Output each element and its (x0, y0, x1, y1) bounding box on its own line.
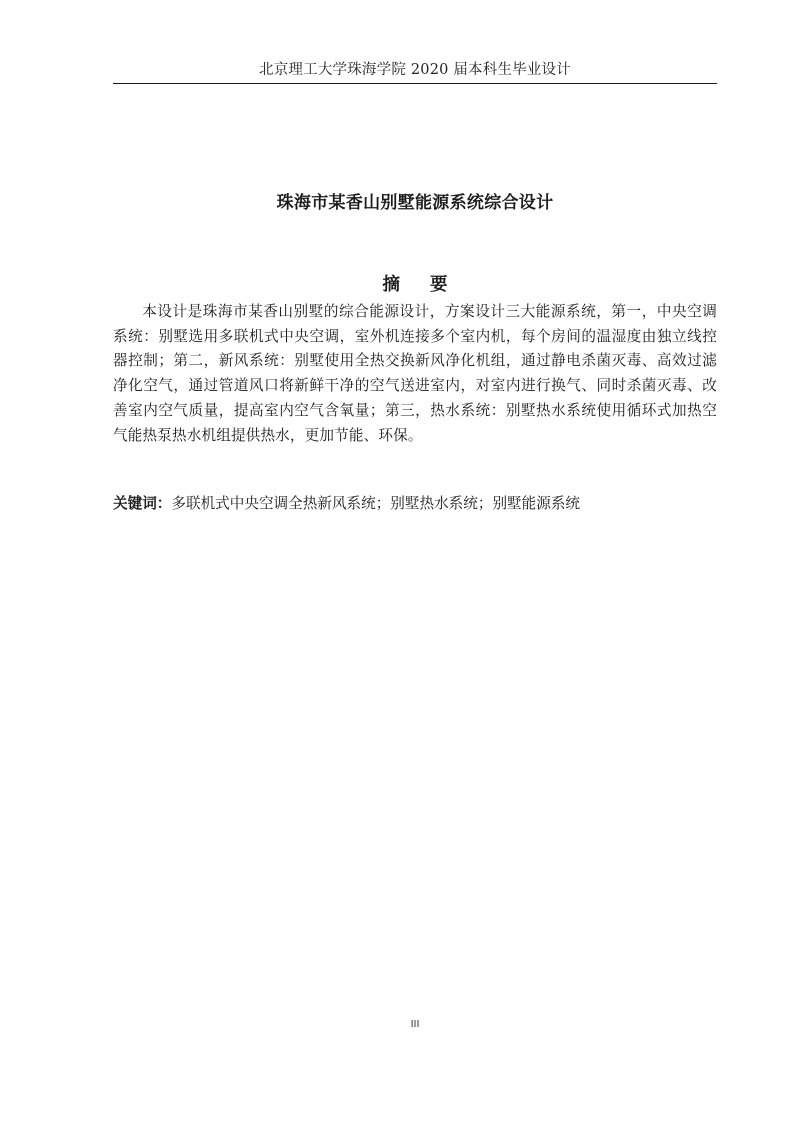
abstract-heading: 摘 要 (382, 275, 460, 295)
document-title: 珠海市某香山别墅能源系统综合设计 (276, 193, 554, 213)
header-divider (113, 83, 717, 84)
running-header: 北京理工大学珠海学院 2020 届本科生毕业设计 (259, 62, 571, 78)
page-number: III (410, 1019, 420, 1030)
keywords-line (113, 492, 717, 516)
keywords-label: 关键词： (113, 495, 172, 512)
keywords-text: 多联机式中央空调全热新风系统；别墅热水系统；别墅能源系统 (171, 495, 581, 512)
abstract-paragraph: 本设计是珠海市某香山别墅的综合能源设计，方案设计三大能源系统，第一，中央空调系统：别墅选用多联机式中央空调，室外机连接多个室内机，每个房间的温湿度由独立线控器控制；第二，新风系统：别墅使用全热交换新风净化机组，通过静电杀菌灭毒、高效过滤净化空气，通过管道风口将新鲜干净的空气送进室内，对室内进行换气、同时杀菌灭毒、改善室内空气质量，提高室内空气含氧量；第三，热水系统：别墅热水系统使用循环式加热空气能热泵热水机组提供热水，更加节能、环保。 (113, 303, 717, 444)
